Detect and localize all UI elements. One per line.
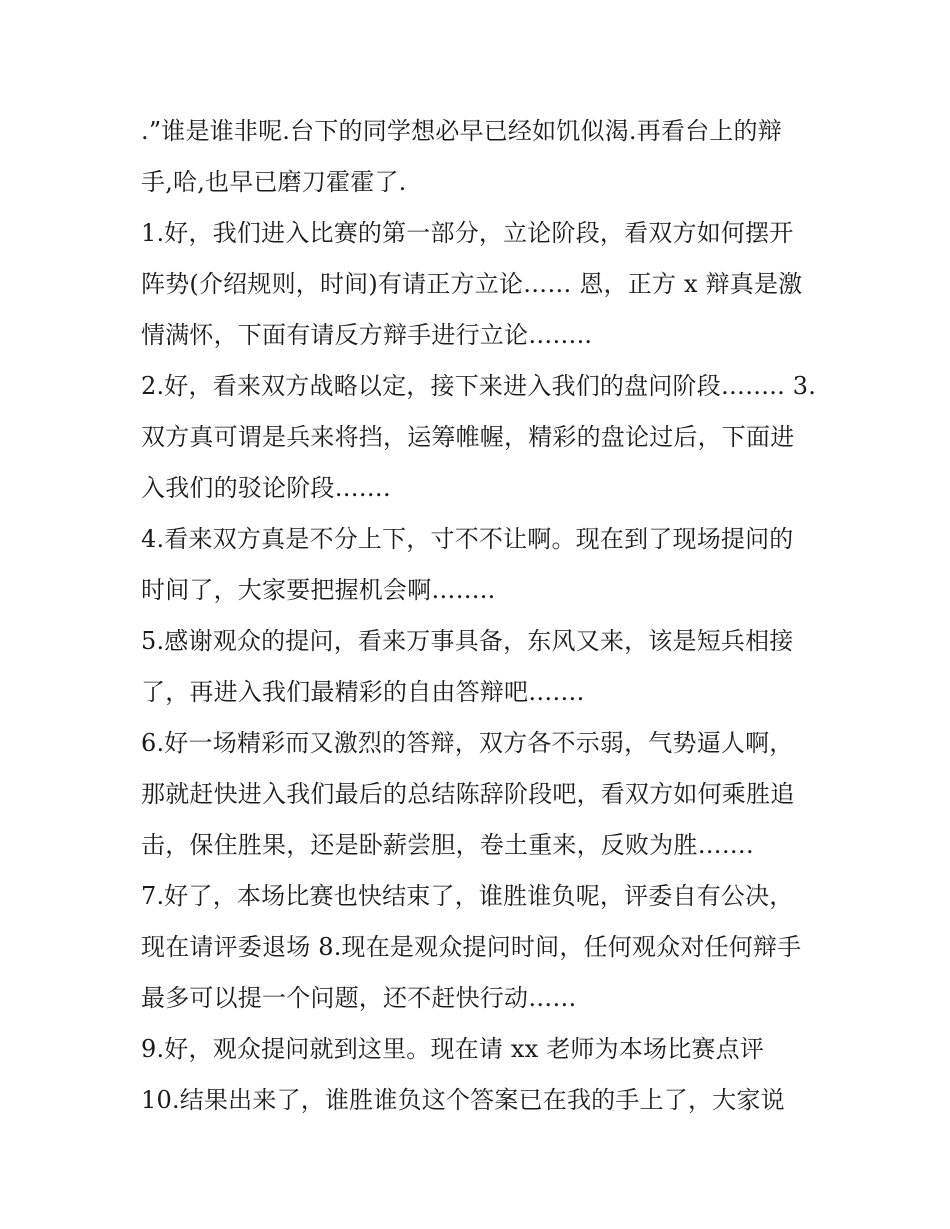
text-line: .”谁是谁非呢.台下的同学想必早已经如饥似渴.再看台上的辩 [141, 117, 782, 145]
text-line: 双方真可谓是兵来将挡，运筹帷幄，精彩的盘论过后，下面进 [141, 423, 795, 451]
text-line: 最多可以提一个问题，还不赶快行动…… [141, 984, 577, 1012]
text-line: 阵势(介绍规则，时间)有请正方立论…… 恩，正方 x 辩真是激 [141, 270, 803, 298]
text-line: 情满怀，下面有请反方辩手进行立论…….. [141, 321, 593, 349]
text-line: 手,哈,也早已磨刀霍霍了. [141, 168, 407, 196]
text-line: 6.好一场精彩而又激烈的答辩，双方各不示弱，气势逼人啊， [141, 729, 794, 757]
text-line: 9.好，观众提问就到这里。现在请 xx 老师为本场比赛点评 [141, 1035, 765, 1063]
text-line: 5.感谢观众的提问，看来万事具备，东风又来，该是短兵相接 [141, 627, 794, 655]
text-line: 入我们的驳论阶段……. [141, 474, 391, 502]
text-line: 4.看来双方真是不分上下，寸不不让啊。现在到了现场提问的 [141, 525, 794, 553]
text-line: 10.结果出来了，谁胜谁负这个答案已在我的手上了，大家说 [141, 1086, 785, 1114]
text-line: 时间了，大家要把握机会啊…….. [141, 576, 496, 604]
text-line: 1.好，我们进入比赛的第一部分，立论阶段，看双方如何摆开 [141, 219, 794, 247]
text-line: 2.好，看来双方战略以定，接下来进入我们的盘问阶段…….. 3. [141, 372, 817, 400]
text-line: 那就赶快进入我们最后的总结陈辞阶段吧，看双方如何乘胜追 [141, 780, 795, 808]
text-line: 击，保住胜果，还是卧薪尝胆，卷土重来，反败为胜……. [141, 831, 754, 859]
text-line: 7.好了，本场比赛也快结束了，谁胜谁负呢，评委自有公决， [141, 882, 794, 910]
document-body [141, 106, 821, 1126]
text-line: 了，再进入我们最精彩的自由答辩吧……. [141, 678, 585, 706]
text-line: 现在请评委退场 8.现在是观众提问时间，任何观众对任何辩手 [141, 933, 802, 961]
